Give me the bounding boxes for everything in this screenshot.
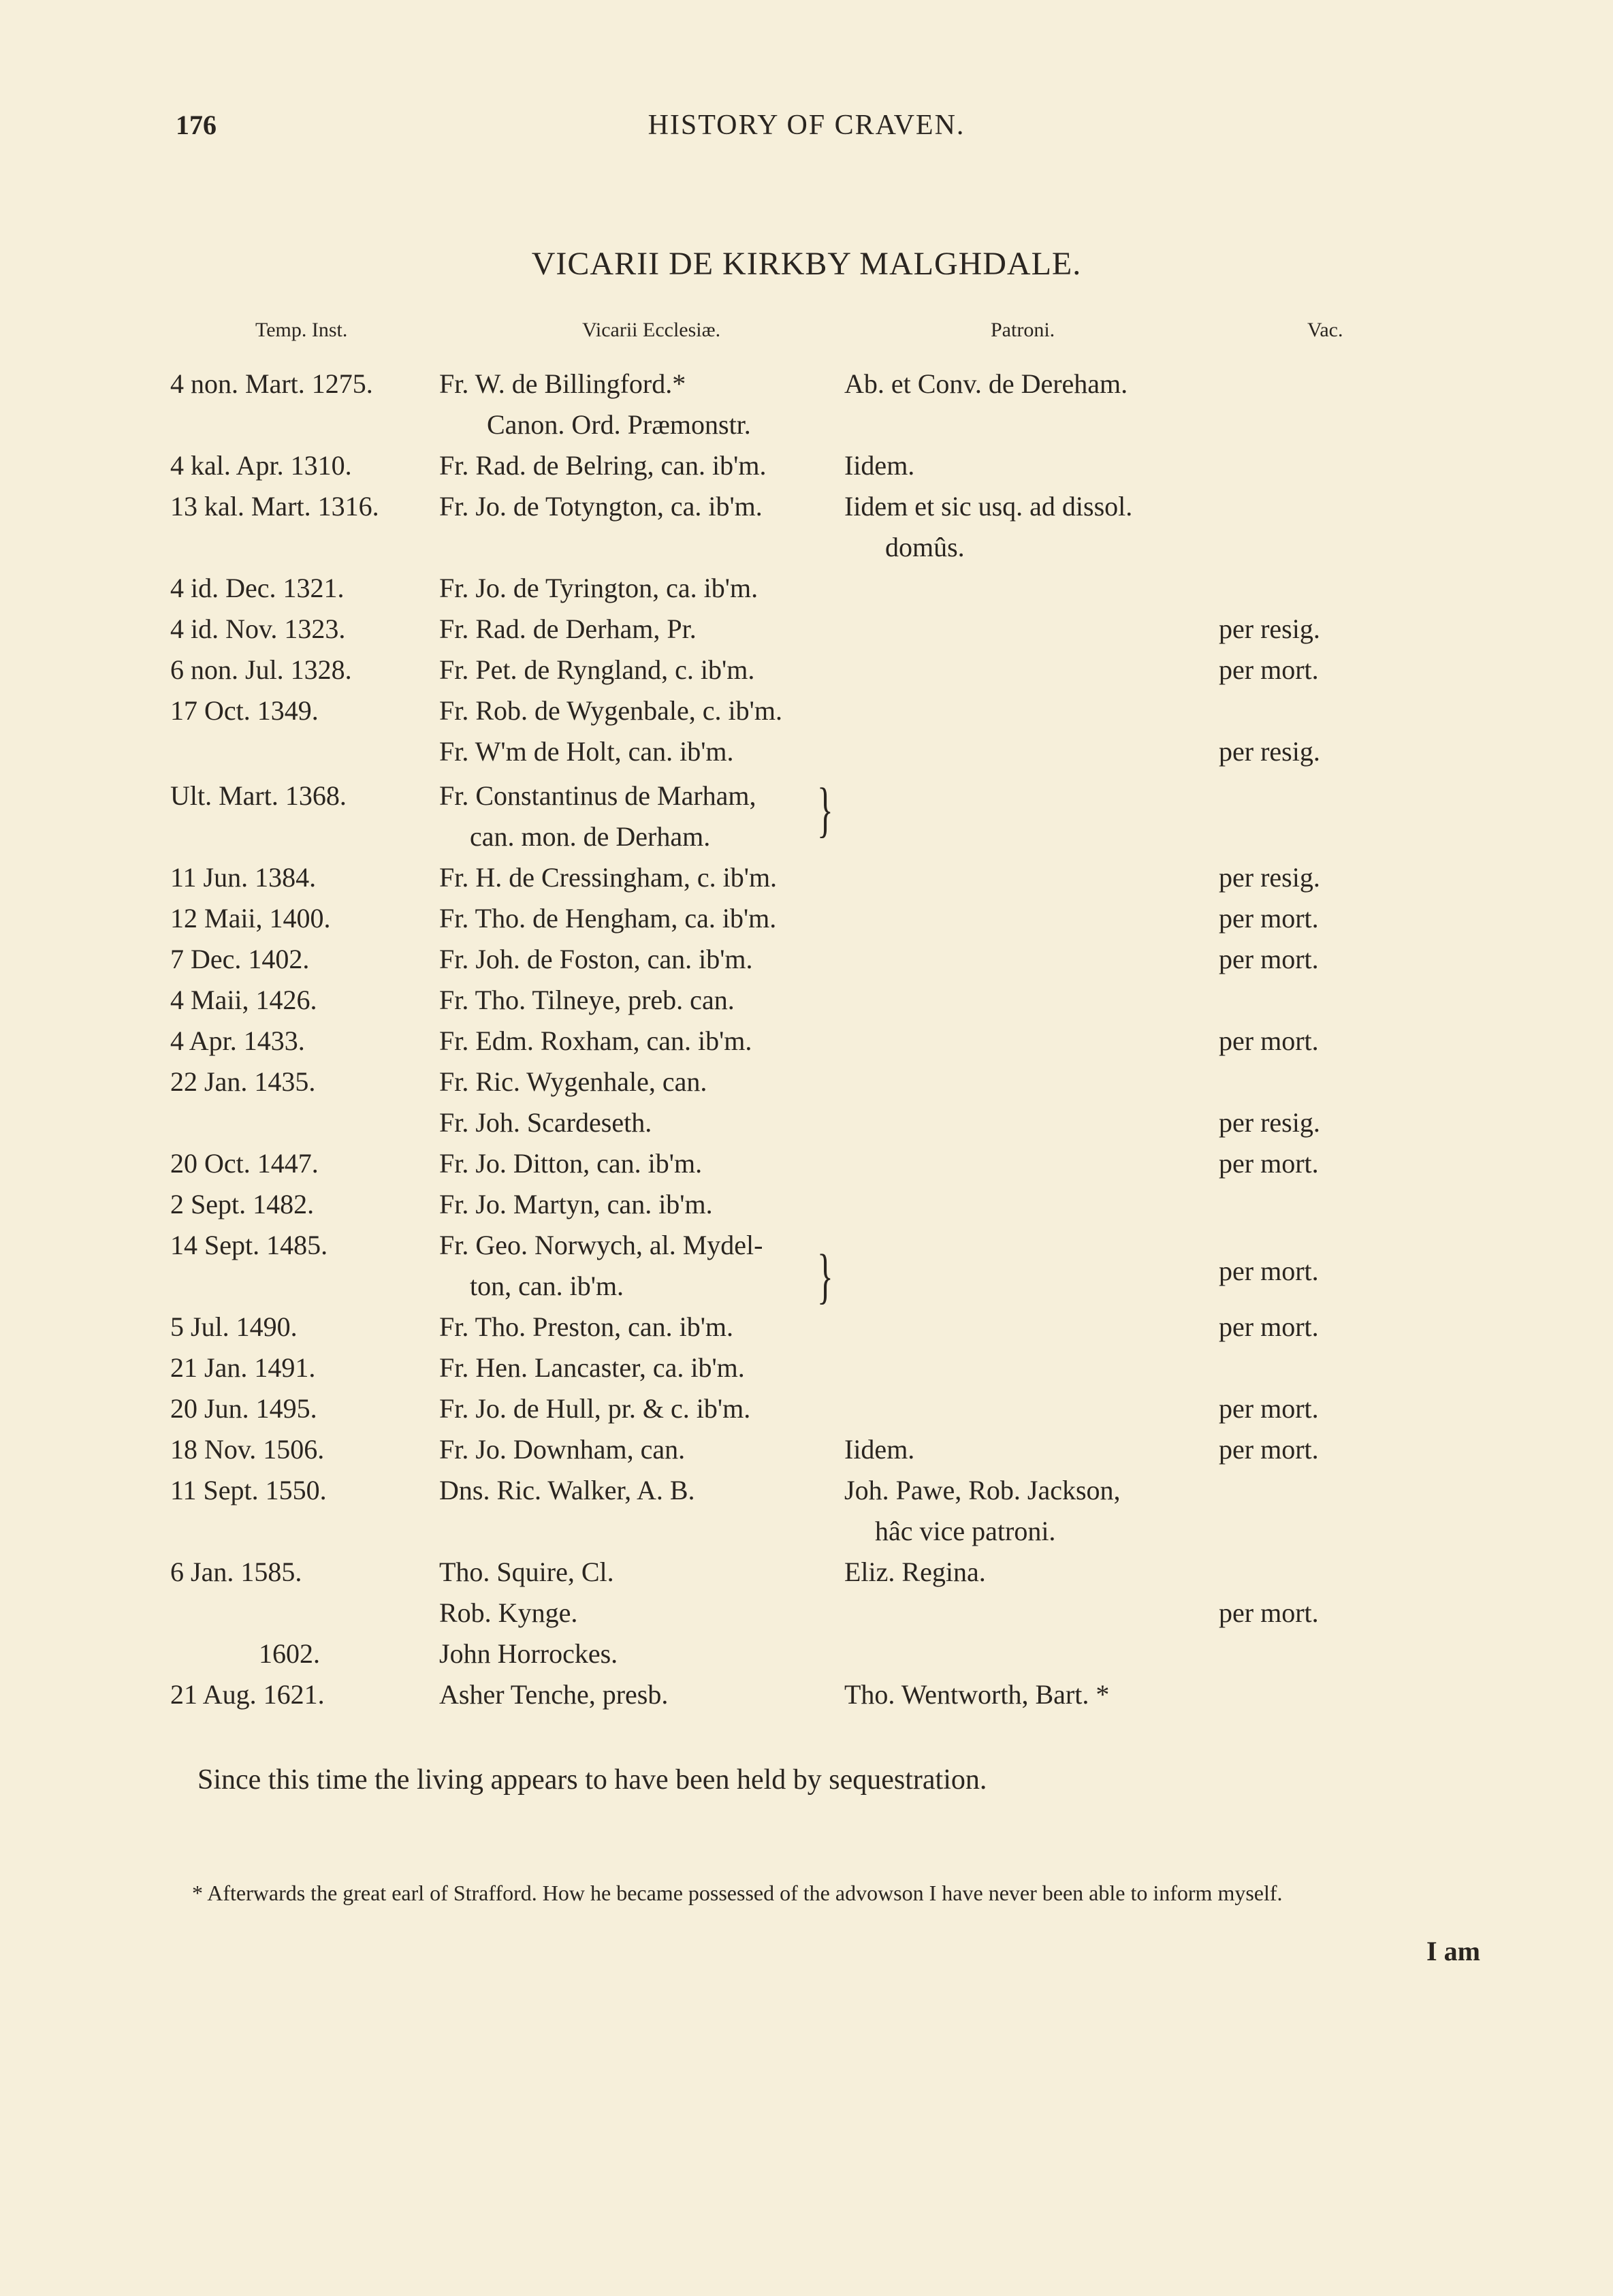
table-row	[0, 572, 1613, 613]
date-cell: 18 Nov. 1506.	[170, 1434, 325, 1465]
vicar-cell: Fr. Rad. de Belring, can. ib'm.	[439, 450, 767, 481]
column-header-vac: Vac.	[1307, 319, 1343, 341]
date-cell: 21 Aug. 1621.	[170, 1679, 325, 1710]
table-row	[0, 1106, 1613, 1147]
column-header-temp-inst: Temp. Inst.	[255, 319, 348, 341]
page-number: 176	[176, 110, 217, 140]
table-row	[0, 1638, 1613, 1678]
table-row	[0, 531, 1613, 572]
table-row	[0, 984, 1613, 1025]
vicar-cell: Fr. Rob. de Wygenbale, c. ib'm.	[439, 695, 782, 726]
vicar-cell: Fr. Jo. Downham, can.	[439, 1434, 686, 1465]
patron-cell: Iidem.	[844, 1434, 915, 1465]
vicar-cell: Fr. Pet. de Ryngland, c. ib'm.	[439, 654, 755, 685]
vicar-cell: Fr. Jo. Martyn, can. ib'm.	[439, 1189, 713, 1219]
catchword: I am	[1426, 1936, 1480, 1966]
table-row	[0, 1188, 1613, 1229]
table-row	[0, 449, 1613, 490]
date-cell: 6 non. Jul. 1328.	[170, 654, 352, 685]
table-row	[0, 1678, 1613, 1719]
date-cell: 20 Jun. 1495.	[170, 1393, 317, 1424]
vicar-cell: Fr. Constantinus de Marham,	[439, 780, 756, 811]
vicar-cell: Fr. W'm de Holt, can. ib'm.	[439, 736, 734, 767]
table-row	[0, 1597, 1613, 1638]
vacancy-cell: per resig.	[1219, 736, 1320, 767]
vicar-cell: Fr. Jo. de Hull, pr. & c. ib'm.	[439, 1393, 751, 1424]
date-cell: 21 Jan. 1491.	[170, 1352, 316, 1383]
patron-cell: hâc vice patroni.	[875, 1516, 1056, 1546]
vacancy-cell: per mort.	[1219, 1597, 1319, 1628]
table-row	[0, 943, 1613, 984]
table-row	[0, 861, 1613, 902]
patron-cell: Tho. Wentworth, Bart. *	[844, 1679, 1110, 1710]
date-cell: 4 non. Mart. 1275.	[170, 368, 373, 399]
vicar-cell: Fr. Ric. Wygenhale, can.	[439, 1066, 707, 1097]
date-cell: 14 Sept. 1485.	[170, 1230, 328, 1260]
vacancy-cell: per resig.	[1219, 613, 1320, 644]
table-row	[0, 613, 1613, 654]
vicar-cell: Fr. H. de Cressingham, c. ib'm.	[439, 862, 778, 893]
table-row	[0, 1515, 1613, 1556]
patron-cell: Iidem et sic usq. ad dissol.	[844, 491, 1133, 522]
vacancy-cell: per mort.	[1219, 1148, 1319, 1179]
vacancy-cell: per mort.	[1219, 1256, 1319, 1286]
vacancy-cell: per mort.	[1219, 654, 1319, 685]
vacancy-cell: per mort.	[1219, 1025, 1319, 1056]
date-cell: 5 Jul. 1490.	[170, 1311, 298, 1342]
patron-cell: Eliz. Regina.	[844, 1557, 986, 1587]
table-row	[0, 820, 1613, 861]
table-row	[0, 409, 1613, 449]
patron-cell: Iidem.	[844, 450, 915, 481]
date-cell: 4 Apr. 1433.	[170, 1025, 305, 1056]
vacancy-cell: per mort.	[1219, 1311, 1319, 1342]
vicar-cell: Fr. Jo. de Tyrington, ca. ib'm.	[439, 573, 758, 603]
date-cell: 4 kal. Apr. 1310.	[170, 450, 352, 481]
vicar-cell: John Horrockes.	[439, 1638, 618, 1669]
table-row	[0, 780, 1613, 820]
table-row	[0, 1066, 1613, 1106]
vicar-cell: Fr. Jo. de Totyngton, ca. ib'm.	[439, 491, 763, 522]
vicar-cell: Fr. Tho. de Hengham, ca. ib'm.	[439, 903, 777, 934]
date-cell: 12 Maii, 1400.	[170, 903, 331, 934]
brace-mark: }	[817, 1243, 833, 1310]
date-cell: 2 Sept. 1482.	[170, 1189, 315, 1219]
footnote: * Afterwards the great earl of Strafford. How he became possessed of the advowson I have never been able to inform myself.	[192, 1881, 1283, 1905]
date-cell: 4 id. Nov. 1323.	[170, 613, 346, 644]
vicar-cell: Rob. Kynge.	[439, 1597, 578, 1628]
date-cell: 11 Jun. 1384.	[170, 862, 317, 893]
table-row	[0, 654, 1613, 695]
vicar-cell: Fr. Tho. Preston, can. ib'm.	[439, 1311, 734, 1342]
brace-mark: }	[817, 776, 833, 844]
vicar-cell: Fr. Tho. Tilneye, preb. can.	[439, 985, 735, 1015]
vicar-cell: Fr. Joh. de Foston, can. ib'm.	[439, 944, 753, 974]
table-row	[0, 735, 1613, 776]
closing-note: Since this time the living appears to have been held by sequestration.	[197, 1764, 987, 1796]
vicar-cell: Fr. Rad. de Derham, Pr.	[439, 613, 697, 644]
table-row	[0, 1556, 1613, 1597]
vacancy-cell: per resig.	[1219, 1107, 1320, 1138]
vicar-cell: Fr. Geo. Norwych, al. Mydel-	[439, 1230, 763, 1260]
date-cell: 22 Jan. 1435.	[170, 1066, 316, 1097]
table-row	[0, 1229, 1613, 1270]
date-cell: 17 Oct. 1349.	[170, 695, 319, 726]
table-row	[0, 1025, 1613, 1066]
table-row	[0, 368, 1613, 409]
vacancy-cell: per mort.	[1219, 1434, 1319, 1465]
date-cell: 6 Jan. 1585.	[170, 1557, 302, 1587]
date-cell: 7 Dec. 1402.	[170, 944, 310, 974]
patron-cell: Ab. et Conv. de Dereham.	[844, 368, 1128, 399]
table-row	[0, 695, 1613, 735]
table-row	[0, 1474, 1613, 1515]
table-row	[0, 1392, 1613, 1433]
table-row	[0, 902, 1613, 943]
table-row	[0, 490, 1613, 531]
column-header-vicarii: Vicarii Ecclesiæ.	[582, 319, 721, 341]
vicar-cell: Fr. Joh. Scardeseth.	[439, 1107, 652, 1138]
vicar-cell: Dns. Ric. Walker, A. B.	[439, 1475, 695, 1505]
date-cell: 4 Maii, 1426.	[170, 985, 317, 1015]
vicar-cell: Canon. Ord. Præmonstr.	[487, 409, 751, 440]
date-cell: 4 id. Dec. 1321.	[170, 573, 345, 603]
patron-cell: domûs.	[885, 532, 965, 562]
patron-cell: Joh. Pawe, Rob. Jackson,	[844, 1475, 1121, 1505]
vicar-cell: Asher Tenche, presb.	[439, 1679, 669, 1710]
table-row	[0, 1352, 1613, 1392]
vacancy-cell: per mort.	[1219, 944, 1319, 974]
date-cell: 20 Oct. 1447.	[170, 1148, 319, 1179]
table-title: VICARII DE KIRKBY MALGHDALE.	[531, 246, 1082, 282]
vacancy-cell: per resig.	[1219, 862, 1320, 893]
vacancy-cell: per mort.	[1219, 1393, 1319, 1424]
column-header-patroni: Patroni.	[991, 319, 1055, 341]
table-row	[0, 1256, 1613, 1311]
vicar-cell: Tho. Squire, Cl.	[439, 1557, 614, 1587]
date-cell: 13 kal. Mart. 1316.	[170, 491, 379, 522]
date-cell: 11 Sept. 1550.	[170, 1475, 327, 1505]
vicar-cell: can. mon. de Derham.	[470, 821, 711, 852]
date-cell: Ult. Mart. 1368.	[170, 780, 347, 811]
vicar-cell: Fr. Edm. Roxham, can. ib'm.	[439, 1025, 752, 1056]
vicar-cell: Fr. W. de Billingford.*	[439, 368, 686, 399]
table-row	[0, 1433, 1613, 1474]
table-row	[0, 1311, 1613, 1352]
table-row	[0, 1147, 1613, 1188]
running-head: HISTORY OF CRAVEN.	[648, 110, 965, 141]
date-cell: 1602.	[259, 1638, 320, 1669]
vacancy-cell: per mort.	[1219, 903, 1319, 934]
vicar-cell: ton, can. ib'm.	[470, 1271, 624, 1301]
vicar-cell: Fr. Hen. Lancaster, ca. ib'm.	[439, 1352, 745, 1383]
vicar-cell: Fr. Jo. Ditton, can. ib'm.	[439, 1148, 703, 1179]
